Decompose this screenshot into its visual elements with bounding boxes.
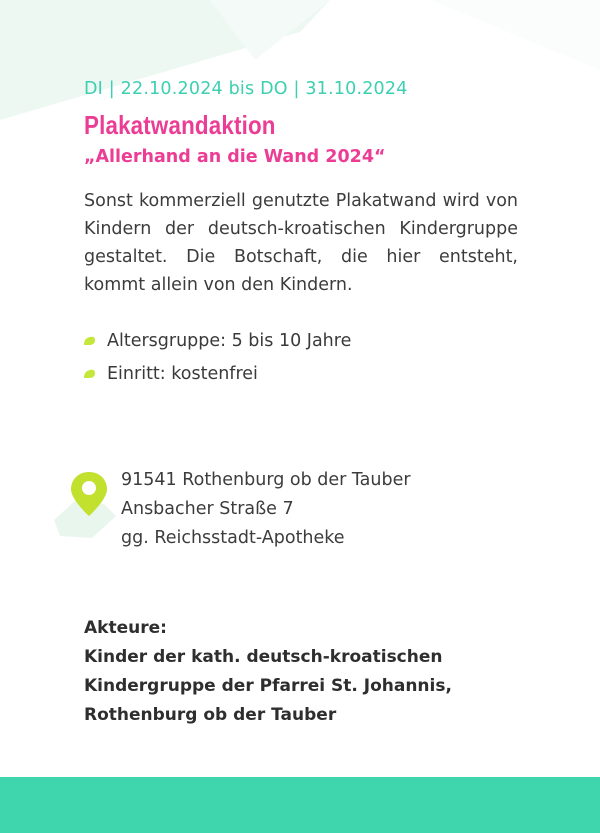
event-description: Sonst kommerziell genutzte Plakatwand wird von Kindern der deutsch-kroatischen Kindergruppe gestaltet. Die Botschaft, die hier entsteht, kommt allein von den Kindern. <box>84 191 518 295</box>
event-title: Plakatwandaktion <box>84 110 276 140</box>
actors-line: Kindergruppe der Pfarrei St. Johannis, <box>84 676 452 696</box>
fact-age-group <box>84 324 518 357</box>
location-block <box>52 466 532 566</box>
address-line: Ansbacher Straße 7 <box>121 499 294 519</box>
address <box>121 466 411 553</box>
address-line: 91541 Rothenburg ob der Tauber <box>121 470 411 490</box>
map-pin-icon <box>52 466 118 546</box>
fact-text: Einritt: kostenfrei <box>107 363 258 384</box>
actors-section <box>84 614 452 730</box>
leaf-bullet-icon <box>83 336 96 346</box>
address-line: gg. Reichsstadt-Apotheke <box>121 528 345 548</box>
actors-line: Kinder der kath. deutsch-kroatischen <box>84 647 443 667</box>
event-subtitle: „Allerhand an die Wand 2024“ <box>84 147 386 167</box>
fact-text: Altersgruppe: 5 bis 10 Jahre <box>107 330 352 351</box>
actors-line: Rothenburg ob der Tauber <box>84 705 337 725</box>
footer-band <box>0 777 600 833</box>
leaf-bullet-icon <box>83 369 96 379</box>
fact-admission <box>84 357 518 390</box>
event-date: DI | 22.10.2024 bis DO | 31.10.2024 <box>84 79 408 99</box>
actors-heading: Akteure: <box>84 618 167 638</box>
event-card <box>84 76 518 406</box>
facts-list <box>84 324 518 390</box>
